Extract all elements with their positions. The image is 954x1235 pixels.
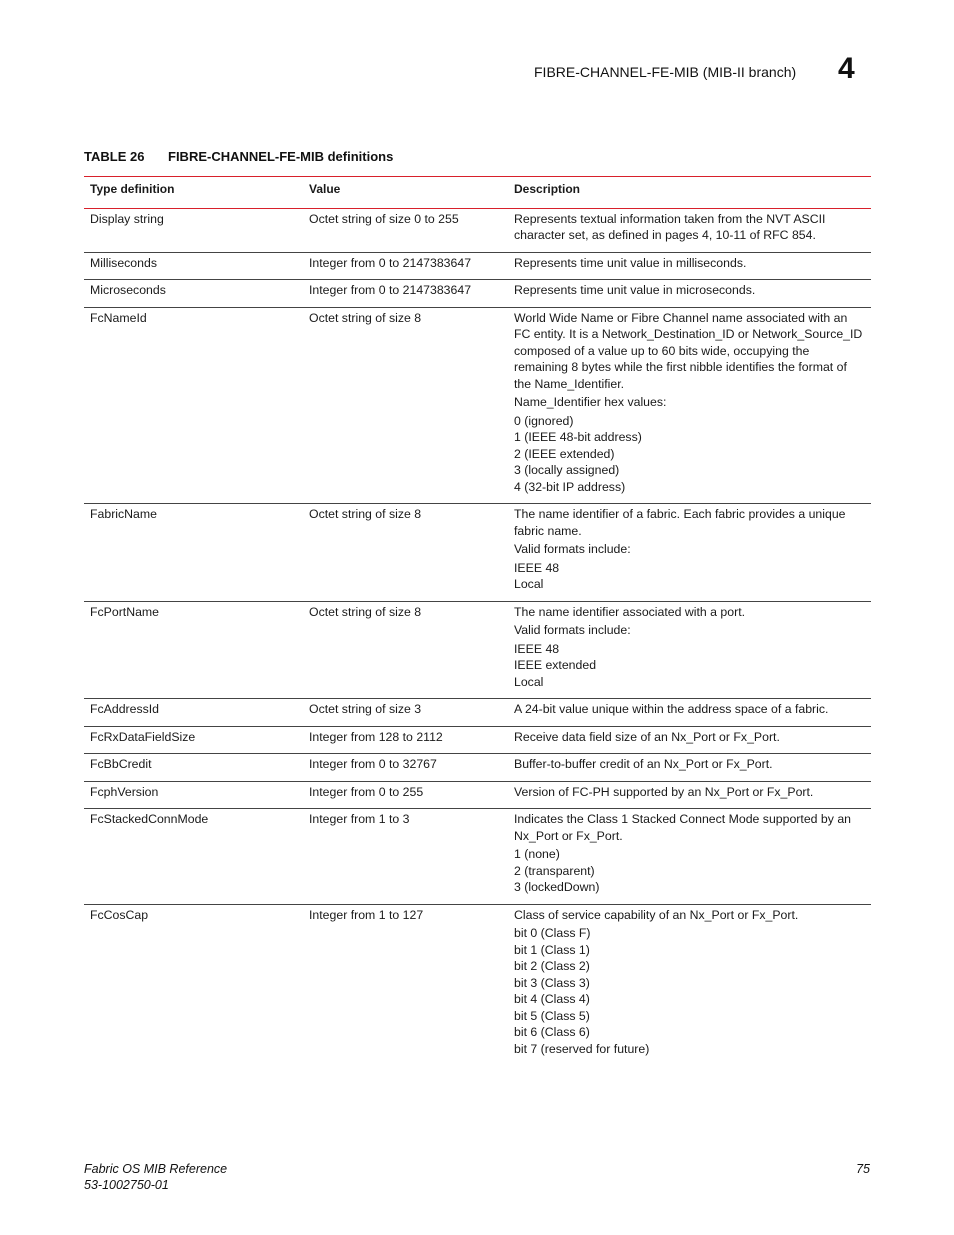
description-paragraph: Valid formats include: [514, 542, 631, 556]
footer-page-number: 75 [856, 1162, 870, 1176]
cell-type-definition: Milliseconds [84, 252, 303, 280]
cell-type-definition: FcAddressId [84, 699, 303, 727]
description-paragraph: Indicates the Class 1 Stacked Connect Mode supported by an Nx_Port or Fx_Port. [514, 812, 851, 843]
description-list-item: bit 6 (Class 6) [514, 1025, 590, 1039]
cell-type-definition: Display string [84, 208, 303, 252]
cell-value: Integer from 0 to 2147383647 [303, 252, 508, 280]
cell-value: Octet string of size 8 [303, 504, 508, 602]
cell-description [508, 601, 871, 699]
cell-type-definition: FcphVersion [84, 781, 303, 809]
footer-doc-number: 53-1002750-01 [84, 1178, 169, 1192]
description-value-list [514, 413, 865, 496]
cell-description [508, 754, 871, 782]
description-list-item: Local [514, 577, 544, 591]
table-header-row [84, 177, 871, 209]
cell-value: Integer from 0 to 255 [303, 781, 508, 809]
cell-value: Octet string of size 0 to 255 [303, 208, 508, 252]
table-caption-title: FIBRE-CHANNEL-FE-MIB definitions [168, 149, 394, 164]
cell-description [508, 252, 871, 280]
running-head: FIBRE-CHANNEL-FE-MIB (MIB-II branch) [534, 64, 797, 80]
cell-description [508, 280, 871, 308]
description-list-item: 2 (IEEE extended) [514, 446, 615, 461]
description-list-item: IEEE 48 [514, 641, 560, 656]
description-paragraph: Version of FC-PH supported by an Nx_Port or Fx_Port. [514, 784, 814, 799]
cell-description [508, 504, 871, 602]
description-list-item: bit 2 (Class 2) [514, 959, 590, 973]
description-list-item: bit 1 (Class 1) [514, 942, 590, 957]
cell-type-definition: FcPortName [84, 601, 303, 699]
description-paragraph: Represents time unit value in microseconds. [514, 283, 756, 297]
description-list-item: bit 0 (Class F) [514, 926, 591, 940]
description-list-item: 3 (locally assigned) [514, 463, 620, 477]
cell-description [508, 208, 871, 252]
description-paragraph: Represents time unit value in milliseconds. [514, 255, 747, 270]
cell-type-definition: FabricName [84, 504, 303, 602]
chapter-number: 4 [838, 52, 855, 85]
description-list-item: 2 (transparent) [514, 863, 595, 878]
cell-type-definition: FcBbCredit [84, 754, 303, 782]
cell-value: Integer from 1 to 3 [303, 809, 508, 905]
table-row [84, 504, 871, 602]
table-row [84, 208, 871, 252]
table-row [84, 726, 871, 754]
table-row [84, 307, 871, 504]
table-row [84, 252, 871, 280]
table-body [84, 208, 871, 1065]
description-value-list [514, 560, 865, 593]
description-list-item: 4 (32-bit IP address) [514, 479, 626, 494]
table-row [84, 754, 871, 782]
description-paragraph: World Wide Name or Fibre Channel name associated with an FC entity. It is a Network_Destination_ID or Network_Source_ID composed of a value up to 60 bits wide, occupying the remaining 8 bytes while the first nibble identifies the format of the Name_Identifier. [514, 310, 863, 391]
description-list-item: 1 (none) [514, 847, 560, 861]
description-list-item: bit 4 (Class 4) [514, 992, 590, 1006]
table-caption [84, 149, 393, 164]
cell-value: Integer from 0 to 32767 [303, 754, 508, 782]
description-paragraph: Class of service capability of an Nx_Port or Fx_Port. [514, 907, 799, 922]
description-paragraph: A 24-bit value unique within the address space of a fabric. [514, 702, 829, 716]
description-paragraph: Name_Identifier hex values: [514, 395, 667, 409]
description-paragraph: Represents textual information taken from the NVT ASCII character set, as defined in pages 4, 10-11 of RFC 854. [514, 211, 826, 242]
cell-value: Octet string of size 8 [303, 307, 508, 504]
cell-value: Integer from 128 to 2112 [303, 726, 508, 754]
cell-description [508, 307, 871, 504]
table-caption-label: TABLE 26 [84, 149, 145, 164]
cell-value: Integer from 0 to 2147383647 [303, 280, 508, 308]
description-value-list [514, 925, 865, 1057]
description-list-item: 3 (lockedDown) [514, 880, 600, 894]
description-list-item: 1 (IEEE 48-bit address) [514, 430, 642, 444]
cell-description [508, 904, 871, 1065]
footer-doc-title: Fabric OS MIB Reference [84, 1162, 228, 1176]
description-list-item: IEEE extended [514, 658, 597, 672]
cell-type-definition: FcRxDataFieldSize [84, 726, 303, 754]
cell-value: Octet string of size 3 [303, 699, 508, 727]
description-list-item: 0 (ignored) [514, 413, 574, 428]
definitions-table [84, 176, 871, 1065]
cell-description [508, 726, 871, 754]
table-row [84, 904, 871, 1065]
table-row [84, 601, 871, 699]
cell-description [508, 699, 871, 727]
description-value-list [514, 641, 865, 691]
description-list-item: IEEE 48 [514, 560, 560, 575]
table-row [84, 699, 871, 727]
cell-type-definition: FcCosCap [90, 907, 149, 922]
description-paragraph: Buffer-to-buffer credit of an Nx_Port or Fx_Port. [514, 757, 773, 771]
description-list-item: bit 7 (reserved for future) [514, 1041, 650, 1056]
cell-type-definition: Microseconds [84, 280, 303, 308]
description-paragraph: The name identifier associated with a port. [514, 604, 746, 619]
description-value-list [514, 846, 865, 896]
cell-description [508, 809, 871, 905]
table-row [84, 781, 871, 809]
description-paragraph: The name identifier of a fabric. Each fabric provides a unique fabric name. [514, 507, 846, 538]
description-list-item: Local [514, 674, 544, 689]
column-header-value: Value [303, 177, 508, 209]
description-list-item: bit 5 (Class 5) [514, 1008, 590, 1023]
cell-type-definition: FcStackedConnMode [84, 809, 303, 905]
description-paragraph: Receive data field size of an Nx_Port or Fx_Port. [514, 729, 780, 744]
cell-value: Octet string of size 8 [303, 601, 508, 699]
column-header-description: Description [508, 177, 871, 209]
column-header-type: Type definition [84, 177, 303, 209]
cell-value: Integer from 1 to 127 [309, 907, 424, 922]
table-row [84, 280, 871, 308]
cell-description [508, 781, 871, 809]
description-paragraph: Valid formats include: [514, 623, 631, 637]
description-list-item: bit 3 (Class 3) [514, 975, 590, 990]
table-row [84, 809, 871, 905]
cell-type-definition: FcNameId [84, 307, 303, 504]
